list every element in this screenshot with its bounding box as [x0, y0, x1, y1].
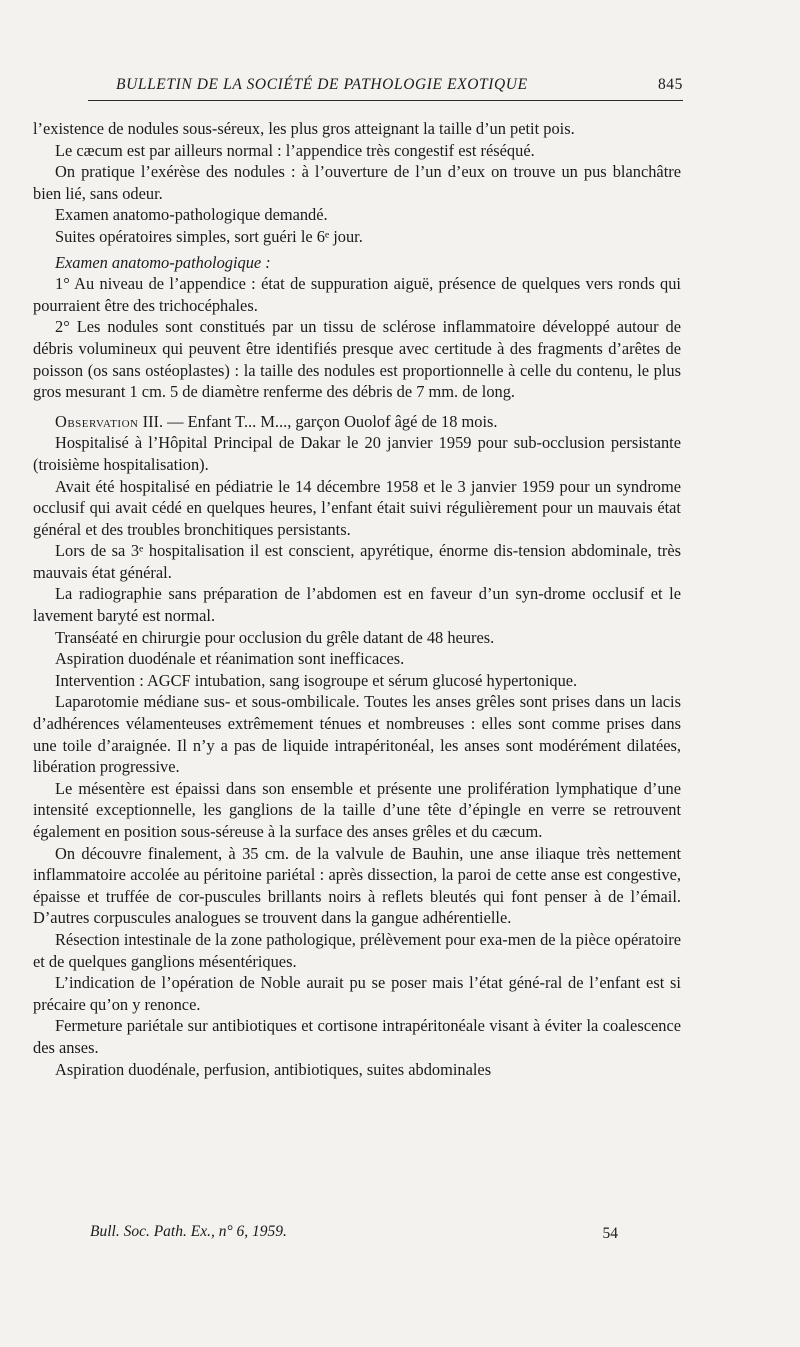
- observation-label: Observation: [55, 411, 139, 431]
- paragraph: Examen anatomo-pathologique demandé.: [55, 205, 328, 225]
- paragraph: Résection intestinale de la zone pathologique, prélèvement pour exa-men de la pièce opératoire et de quelques ganglions mésentériques.: [33, 929, 681, 971]
- body-text: [33, 118, 681, 1080]
- section-heading: Examen anatomo-pathologique :: [55, 252, 271, 272]
- paragraph: Le mésentère est épaissi dans son ensemble et présente une prolifération lymphatique d’une intensité exceptionnelle, les ganglions de la taille d’une tête d’épingle en verre se retrouvent également en position sous-séreuse à la surface des anses grêles et du cæcum.: [33, 778, 681, 841]
- running-title: BULLETIN DE LA SOCIÉTÉ DE PATHOLOGIE EXOTIQUE: [116, 76, 528, 93]
- paragraph: Avait été hospitalisé en pédiatrie le 14 décembre 1958 et le 3 janvier 1959 pour un syndrome occlusif qui avait cédé en quelques heures, l’enfant était suivi régulièrement pour un mauvais état général et des troubles bronchitiques persistants.: [33, 476, 681, 539]
- paragraph: L’indication de l’opération de Noble aurait pu se poser mais l’état géné-ral de l’enfant est si précaire qu’on y renonce.: [33, 973, 681, 1014]
- page-footer: [90, 1223, 630, 1241]
- paragraph: On pratique l’exérèse des nodules : à l’ouverture de l’un d’eux on trouve un pus blanchâtre bien lié, sans odeur.: [33, 162, 681, 203]
- paragraph: Laparotomie médiane sus- et sous-ombilicale. Toutes les anses grêles sont prises dans un lacis d’adhérences vélamenteuses extrêmement ténues et nombreuses : elles sont comme prises dans une toile d’araignée. Il n’y a pas de liquide intrapéritonéal, les anses sont modérément dilatées, libération progressive.: [33, 692, 681, 777]
- observation-heading: [33, 411, 681, 433]
- page-number: 845: [657, 76, 683, 93]
- observation-text: III. — Enfant T... M..., garçon Ouolof âgé de 18 mois.: [142, 411, 498, 431]
- paragraph: Lors de sa 3ᵉ hospitalisation il est conscient, apyrétique, énorme dis-tension abdominale, très mauvais état général.: [33, 541, 681, 582]
- header-rule: [88, 100, 683, 101]
- paragraph: Transéaté en chirurgie pour occlusion du grêle datant de 48 heures.: [55, 627, 495, 647]
- paragraph: Suites opératoires simples, sort guéri le 6ᵉ jour.: [55, 226, 363, 246]
- paragraph: Aspiration duodénale, perfusion, antibiotiques, suites abdominales: [55, 1059, 492, 1079]
- paragraph: Intervention : AGCF intubation, sang isogroupe et sérum glucosé hypertonique.: [55, 670, 578, 690]
- paragraph: l’existence de nodules sous-séreux, les plus gros atteignant la taille d’un petit pois.: [33, 119, 575, 138]
- signature-mark: 54: [602, 1225, 618, 1242]
- paragraph: Le cæcum est par ailleurs normal : l’appendice très congestif est réséqué.: [55, 140, 535, 160]
- paragraph: Aspiration duodénale et réanimation sont inefficaces.: [55, 649, 405, 669]
- paragraph: 2° Les nodules sont constitués par un tissu de sclérose inflammatoire développé autour de débris volumineux qui peuvent être identifiés presque avec certitude à des fragments d’arêtes de poisson (os sans ostéoplastes) : la taille des nodules est proportionnelle à celle du contenu, le plus gros mesurant 1 cm. 5 de diamètre renferme des débris de 7 mm. de long.: [33, 317, 681, 402]
- paragraph: On découvre finalement, à 35 cm. de la valvule de Bauhin, une anse iliaque très nettement inflammatoire accolée au péritoine pariétal : après dissection, la paroi de cette anse est congestive, épaisse et truffée de cor-puscules brillants noirs à reflets bleutés qui font penser à de l’émail. D’autres corpuscules analogues se trouvent dans la gangue adhérentielle.: [33, 843, 681, 928]
- paragraph: Fermeture pariétale sur antibiotiques et cortisone intrapéritonéale visant à éviter la coalescence des anses.: [33, 1016, 681, 1057]
- journal-citation: Bull. Soc. Path. Ex., n° 6, 1959.: [90, 1223, 287, 1240]
- paragraph: La radiographie sans préparation de l’abdomen est en faveur d’un syn-drome occlusif et le lavement baryté est normal.: [33, 584, 681, 626]
- paragraph: 1° Au niveau de l’appendice : état de suppuration aiguë, présence de quelques vers ronds qui pourraient être des trichocéphales.: [33, 274, 681, 315]
- paragraph: Hospitalisé à l’Hôpital Principal de Dakar le 20 janvier 1959 pour sub-occlusion persistante (troisième hospitalisation).: [33, 433, 681, 474]
